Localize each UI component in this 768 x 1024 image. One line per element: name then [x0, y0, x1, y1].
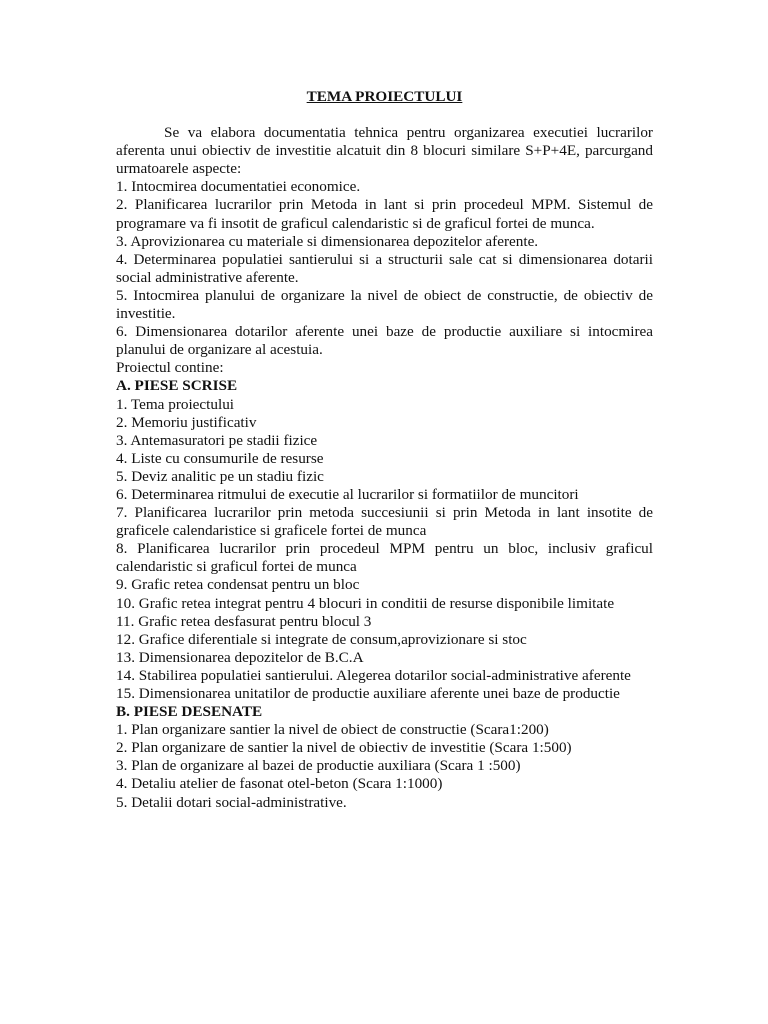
document-page — [116, 88, 653, 812]
list-item: 7. Planificarea lucrarilor prin metoda succesiunii si prin Metoda in lant insotite de graficele calendaristice si graficele fortei de munca — [116, 504, 653, 540]
list-item: 1. Tema proiectului — [116, 395, 235, 413]
list-item: 6. Determinarea ritmului de executie al lucrarilor si formatiilor de muncitori — [116, 485, 579, 503]
aspect-item: 2. Planificarea lucrarilor prin Metoda in lant si prin procedeul MPM. Sistemul de programare va fi insotit de graficul calendaristic si de graficul fortei de munca. — [116, 196, 653, 232]
aspect-item: 4. Determinarea populatiei santierului si a structurii sale cat si dimensionarea dotarii social administrative aferente. — [116, 250, 653, 286]
document-title: TEMA PROIECTULUI — [306, 88, 463, 105]
list-item: 3. Antemasuratori pe stadii fizice — [116, 431, 318, 449]
list-item: 5. Deviz analitic pe un stadiu fizic — [116, 467, 324, 485]
intro-paragraph: Se va elabora documentatia tehnica pentru organizarea executiei lucrarilor aferenta unui obiectiv de investitie alcatuit din 8 blocuri similare S+P+4E, parcurgand urmatoarele aspecte: — [116, 124, 653, 178]
list-item: 5. Detalii dotari social-administrative. — [116, 793, 347, 811]
list-item: 1. Plan organizare santier la nivel de obiect de constructie (Scara1:200) — [116, 721, 549, 739]
list-item: 2. Plan organizare de santier la nivel de obiectiv de investitie (Scara 1:500) — [116, 739, 572, 757]
list-item: 3. Plan de organizare al bazei de productie auxiliara (Scara 1 :500) — [116, 757, 521, 775]
section-b-heading: B. PIESE DESENATE — [116, 703, 263, 721]
section-b-list — [116, 721, 653, 811]
list-item: 13. Dimensionarea depozitelor de B.C.A — [116, 648, 364, 666]
aspect-item: 5. Intocmirea planului de organizare la nivel de obiect de constructie, de obiectiv de investitie. — [116, 286, 653, 323]
list-item: 11. Grafic retea desfasurat pentru blocul 3 — [116, 612, 372, 630]
list-item: 14. Stabilirea populatiei santierului. Alegerea dotarilor social-administrative aferente — [116, 666, 631, 684]
list-item: 12. Grafice diferentiale si integrate de consum,aprovizionare si stoc — [116, 630, 527, 648]
aspect-item: 6. Dimensionarea dotarilor aferente unei baze de productie auxiliare si intocmirea planului de organizare al acestuia. — [116, 323, 653, 359]
list-item: 10. Grafic retea integrat pentru 4 blocuri in conditii de resurse disponibile limitate — [116, 594, 615, 612]
list-item: 4. Detaliu atelier de fasonat otel-beton (Scara 1:1000) — [116, 775, 443, 793]
aspect-item: 3. Aprovizionarea cu materiale si dimensionarea depozitelor aferente. — [116, 232, 539, 250]
contents-intro: Proiectul contine: — [116, 359, 224, 377]
list-item: 8. Planificarea lucrarilor prin procedeul MPM pentru un bloc, inclusiv graficul calendaristic si graficul fortei de munca — [116, 540, 653, 576]
aspect-item: 1. Intocmirea documentatiei economice. — [116, 178, 361, 196]
list-item: 15. Dimensionarea unitatilor de productie auxiliare aferente unei baze de productie — [116, 685, 620, 702]
list-item: 2. Memoriu justificativ — [116, 413, 257, 431]
section-a-list — [116, 396, 653, 704]
aspects-list — [116, 178, 653, 359]
list-item: 4. Liste cu consumurile de resurse — [116, 449, 324, 467]
section-a-heading: A. PIESE SCRISE — [116, 377, 238, 395]
list-item: 9. Grafic retea condensat pentru un bloc — [116, 576, 360, 594]
